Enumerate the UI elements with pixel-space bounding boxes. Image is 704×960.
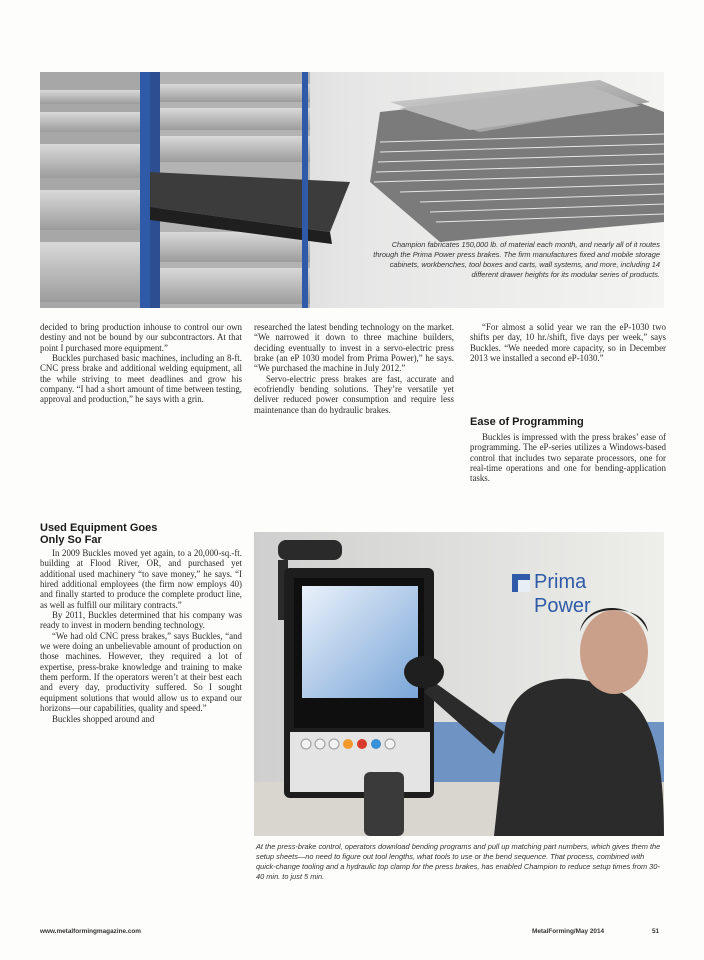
logo-text: Power — [534, 595, 591, 617]
paragraph: researched the latest bending technology on the market. “We narrowed it down to three machine builders, deciding eventually to invest in a servo-electric press brake (an eP 1030 model from Prima Power),” he says. “We purchased the machine in July 2012.” — [254, 322, 454, 374]
paragraph: “We had old CNC press brakes,” says Buckles, “and we were doing an unbelievable amount of production on those machines. However, they required a lot of expertise, press-brake knowledge and training to make them perform. If the operators weren’t at their best each and every day, productivity suffered. So I sought equipment solutions that would allow us to expand our horizons—our capabilities, quality and speed.” — [40, 630, 242, 714]
column-1-top-text — [40, 322, 242, 405]
subhead-used-equipment — [40, 522, 242, 546]
paragraph: Buckles purchased basic machines, including an 8-ft. CNC press brake and additional welding equipment, all the while striving to meet deadlines and grow his company. “I had a short amount of time between testing, approval and production,” he says with a grin. — [40, 353, 242, 405]
column-1-bottom-text — [40, 548, 242, 724]
operator-photo-illustration — [254, 532, 664, 836]
paragraph: In 2009 Buckles moved yet again, to a 20,000-sq.-ft. building at Flood River, OR, and purchased yet additional used machinery “to save money,” he says. “I hired additional employees (the firm now employs 40) and finally started to produce the complete product line, as well as fulfill our military contracts.” — [40, 548, 242, 610]
column-3-top-text — [470, 322, 666, 363]
footer-website: www.metalformingmagazine.com — [40, 928, 141, 935]
column-2-text — [254, 322, 454, 415]
photo-operator-at-control — [254, 532, 664, 836]
logo-text: Prima — [534, 571, 587, 593]
bottom-photo-caption: At the press-brake control, operators download bending programs and pull up matching part numbers, which gives them the setup sheets—no need to figure out tool lengths, what tools to use or the bend sequence. That process, combined with quick-change tooling and a hydraulic top clamp for the press brakes, has enabled Champion to reduce setup times from 30-40 min. to just 5 min. — [256, 842, 661, 881]
footer-issue: MetalForming/May 2014 — [532, 928, 605, 935]
paragraph: Buckles shopped around and — [52, 713, 155, 724]
top-photo-caption: Champion fabricates 150,000 lb. of material each month, and nearly all of it routes through the Prima Power press brakes. The firm manufactures fixed and mobile storage cabinets, workbenches, tool boxes and carts, wall systems, and more, including 14 different drawer heights for its modular series of products. — [373, 240, 660, 279]
paragraph: Servo-electric press brakes are fast, accurate and ecofriendly bending solutions. They’re versatile yet deliver reduced power consumption and require less maintenance than do hydraulic brakes. — [254, 373, 454, 415]
subhead-ease-of-programming: Ease of Programming — [470, 416, 584, 428]
subhead-line: Used Equipment Goes — [40, 522, 158, 534]
page-number: 51 — [652, 928, 660, 935]
paragraph: By 2011, Buckles determined that his company was ready to invest in modern bending technology. — [40, 610, 242, 631]
paragraph: “For almost a solid year we ran the eP-1030 two shifts per day, 10 hr./shift, five days per week,” says Buckles. “We needed more capacity, so in December 2013 we installed a second eP-1030.” — [470, 322, 666, 364]
subhead-line: Only So Far — [40, 534, 102, 546]
paragraph: decided to bring production inhouse to control our own destiny and not be bound by our subcontractors. At that point I purchased more equipment.” — [40, 322, 242, 353]
paragraph: Buckles is impressed with the press brakes’ ease of programming. The eP-series utilizes a Windows-based control that includes two separate processors, one for real-time operations and one for bending-application tasks. — [470, 432, 666, 484]
column-3-bottom-text — [470, 432, 666, 484]
